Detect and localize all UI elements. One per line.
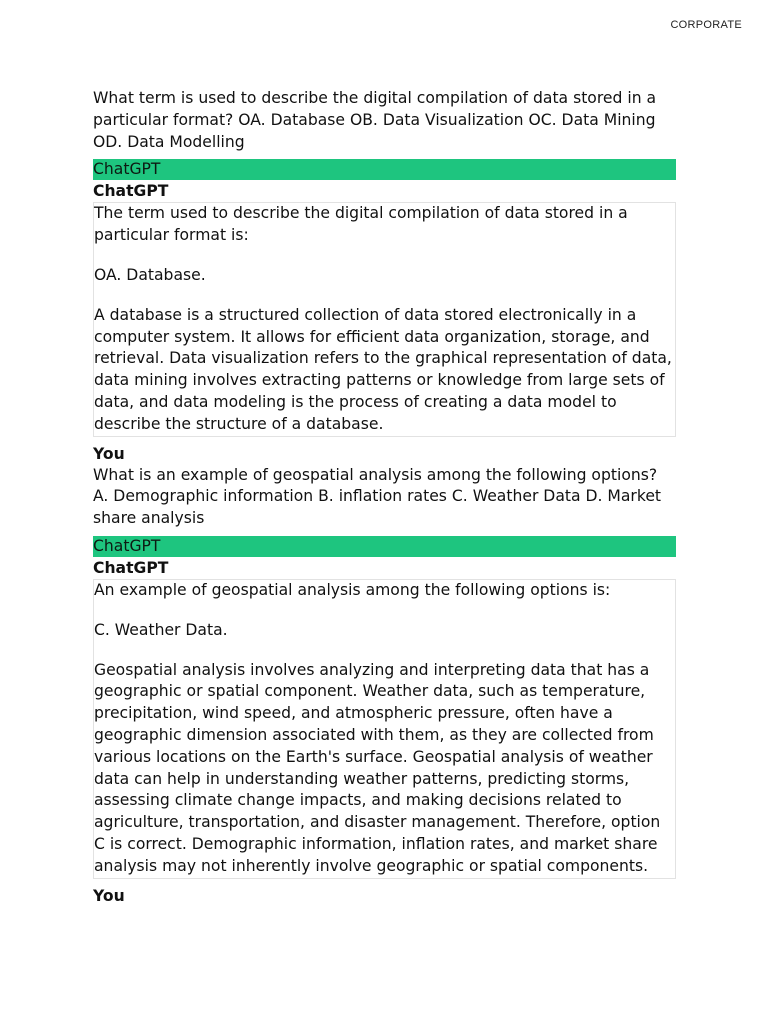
answer-paragraph: The term used to describe the digital compilation of data stored in a particular format is: — [94, 204, 633, 245]
assistant-answer — [93, 579, 676, 879]
chatgpt-tag-bar: ChatGPT — [93, 536, 676, 557]
answer-paragraph: C. Weather Data. — [94, 620, 228, 639]
speaker-label: ChatGPT — [93, 182, 169, 201]
corporate-label: CORPORATE — [670, 19, 742, 31]
answer-paragraph: A database is a structured collection of data stored electronically in a computer system. It allows for efficient data organization, storage, and retrieval. Data visualization refers to the graphical representation of data, data mining involves extracting patterns or knowledge from large sets of data, and data modeling is the process of creating a data model to describe the structure of a database. — [94, 305, 677, 433]
speaker-label: ChatGPT — [93, 558, 169, 577]
user-question: What is an example of geospatial analysis among the following options? A. Demographic information B. inflation rates C. Weather Data D. Market share analysis — [93, 465, 666, 528]
answer-paragraph: An example of geospatial analysis among the following options is: — [94, 580, 611, 599]
conversation-transcript — [93, 88, 676, 907]
user-label: You — [93, 444, 125, 463]
chatgpt-tag-bar: ChatGPT — [93, 159, 676, 180]
user-label: You — [93, 886, 125, 905]
answer-paragraph: Geospatial analysis involves analyzing and interpreting data that has a geographic or spatial component. Weather data, such as temperature, precipitation, wind speed, and atmospheric pressure, often have a geographic dimension associated with them, as they are collected from various locations on the Earth's surface. Geospatial analysis of weather data can help in understanding weather patterns, predicting storms, assessing climate change impacts, and making decisions related to agriculture, transportation, and disaster management. Therefore, option C is correct. Demographic information, inflation rates, and market share analysis may not inherently involve geographic or spatial components. — [94, 660, 666, 875]
answer-paragraph: OA. Database. — [94, 265, 206, 284]
user-question: What term is used to describe the digital compilation of data stored in a particular format? OA. Database OB. Data Visualization OC. Data Mining OD. Data Modelling — [93, 89, 662, 151]
assistant-answer — [93, 202, 676, 436]
